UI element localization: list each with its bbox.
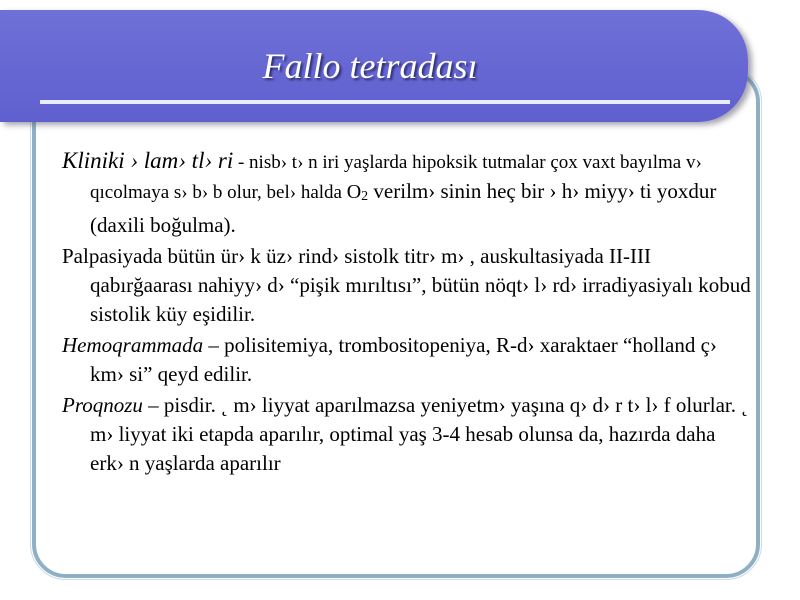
hemogram-heading: Hemoqrammada: [62, 333, 204, 357]
slide-title: Fallo tetradası: [262, 46, 478, 86]
slide-body: [62, 146, 752, 480]
palpation-text: Palpasiyada bütün ür› k üz› rind› sistolk titr› m› , auskultasiyada II-III qabırğaarası nahiyy› d› “pişik mırıltısı”, bütün nöqt› l› rd› irradiyasiyalı kobud sistolik küy eşidilir.: [62, 244, 751, 326]
oxygen-subscript: 2: [361, 189, 369, 204]
paragraph-hemogram: [62, 331, 752, 389]
hemogram-text: – polisitemiya, trombositopeniya, R-d› xaraktaer “holland ç› km› si” qeyd edilir.: [90, 333, 717, 386]
title-underline: [40, 100, 730, 104]
prognosis-text: – pisdir. ˛ m› liyyat aparılmazsa yeniyetm› yaşına q› d› r t› l› f olurlar. ˛ m› liyyat iki etapda aparılır, optimal yaş 3-4 hesab olunsa da, hazırda daha erk› n yaşlarda aparılır: [90, 393, 749, 475]
paragraph-prognosis: [62, 391, 752, 478]
clinical-heading: Kliniki › lam› tl› ri: [62, 148, 234, 173]
prognosis-heading: Proqnozu: [62, 393, 143, 417]
clinical-text-end: verilm› sinin heç bir › h› miyy› ti yoxdur (daxili boğulma).: [90, 179, 717, 237]
paragraph-clinical: [62, 146, 752, 240]
paragraph-palpation: [62, 242, 752, 329]
clinical-text-start: - nisb› t› n iri yaşlarda hipoksik tutmalar çox vaxt bayılma v› qıcolmaya s› b› b olur, bel› halda: [90, 152, 702, 203]
oxygen-symbol: O: [346, 181, 362, 203]
